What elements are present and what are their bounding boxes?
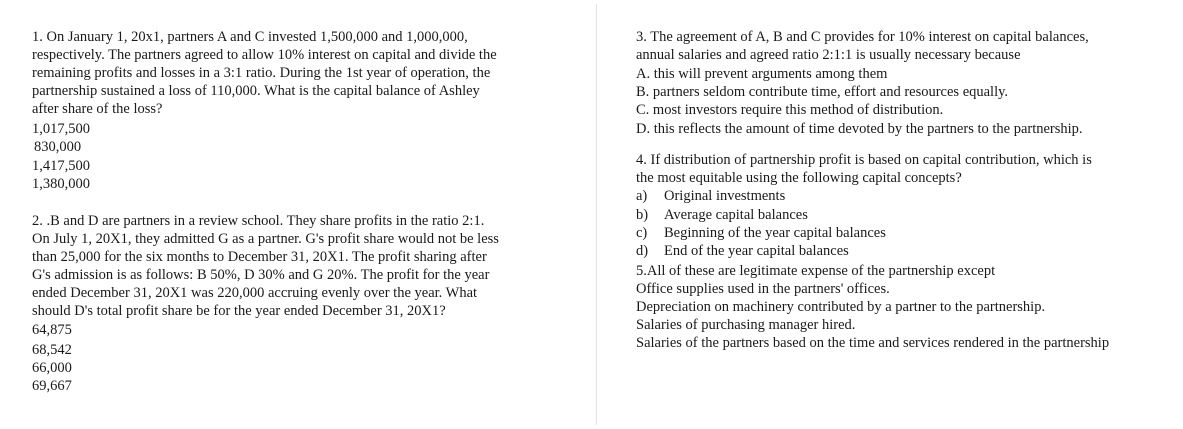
q4-option	[636, 206, 808, 224]
q3-option: A. this will prevent arguments among them	[636, 66, 888, 82]
q4-text-line: the most equitable using the following capital concepts?	[636, 170, 962, 186]
q4-option-letter: a)	[636, 188, 648, 204]
q4-option-text: Original investments	[664, 188, 786, 204]
q3-option: B. partners seldom contribute time, effort and resources equally.	[636, 84, 1009, 100]
q4-option	[636, 187, 785, 205]
q1-text-line: respectively. The partners agreed to allow 10% interest on capital and divide the	[32, 47, 497, 63]
q5-option: Salaries of the partners based on the time and services rendered in the partnership	[636, 335, 1110, 351]
q2-option: 69,667	[32, 378, 72, 394]
right-column	[636, 0, 1176, 429]
q3-option: D. this reflects the amount of time devoted by the partners to the partnership.	[636, 121, 1083, 137]
q1-text-line: remaining profits and losses in a 3:1 ratio. During the 1st year of operation, the	[32, 65, 491, 81]
q3-text-line: 3. The agreement of A, B and C provides for 10% interest on capital balances,	[636, 29, 1089, 45]
q4-option	[636, 224, 886, 242]
q2-text-line: than 25,000 for the six months to December 31, 20X1. The profit sharing after	[32, 249, 487, 265]
q4-text-line: 4. If distribution of partnership profit is based on capital contribution, which is	[636, 152, 1092, 168]
q5-option: Depreciation on machinery contributed by a partner to the partnership.	[636, 299, 1046, 315]
q3-text-line: annual salaries and agreed ratio 2:1:1 is usually necessary because	[636, 47, 1021, 63]
q2-text-line: On July 1, 20X1, they admitted G as a partner. G's profit share would not be less	[32, 231, 499, 247]
q4-option-text: End of the year capital balances	[664, 243, 849, 259]
left-column	[32, 0, 572, 429]
q4-option	[636, 242, 849, 260]
q2-text-line: G's admission is as follows: B 50%, D 30% and G 20%. The profit for the year	[32, 267, 490, 283]
q1-option: 830,000	[34, 139, 82, 155]
q5-option: Salaries of purchasing manager hired.	[636, 317, 856, 333]
q2-option: 68,542	[32, 342, 72, 358]
q2-option: 64,875	[32, 322, 72, 338]
q4-option-letter: c)	[636, 225, 648, 241]
q4-option-text: Average capital balances	[664, 207, 808, 223]
q4-option-text: Beginning of the year capital balances	[664, 225, 886, 241]
q4-option-letter: b)	[636, 207, 649, 223]
q1-option: 1,017,500	[32, 121, 90, 137]
q1-text-line: partnership sustained a loss of 110,000. What is the capital balance of Ashley	[32, 83, 480, 99]
q4-option-letter: d)	[636, 243, 649, 259]
q5-text-line: 5.All of these are legitimate expense of the partnership except	[636, 263, 996, 279]
q1-text-line: 1. On January 1, 20x1, partners A and C invested 1,500,000 and 1,000,000,	[32, 29, 468, 45]
q1-text-line: after share of the loss?	[32, 101, 163, 117]
q1-option: 1,417,500	[32, 158, 90, 174]
q2-text-line: 2. .B and D are partners in a review school. They share profits in the ratio 2:1.	[32, 213, 485, 229]
q2-text-line: ended December 31, 20X1 was 220,000 accruing evenly over the year. What	[32, 285, 478, 301]
q2-text-line: should D's total profit share be for the year ended December 31, 20X1?	[32, 303, 446, 319]
q1-option: 1,380,000	[32, 176, 90, 192]
q3-option: C. most investors require this method of distribution.	[636, 102, 944, 118]
q2-option: 66,000	[32, 360, 72, 376]
column-divider	[596, 4, 597, 425]
q5-option: Office supplies used in the partners' offices.	[636, 281, 890, 297]
